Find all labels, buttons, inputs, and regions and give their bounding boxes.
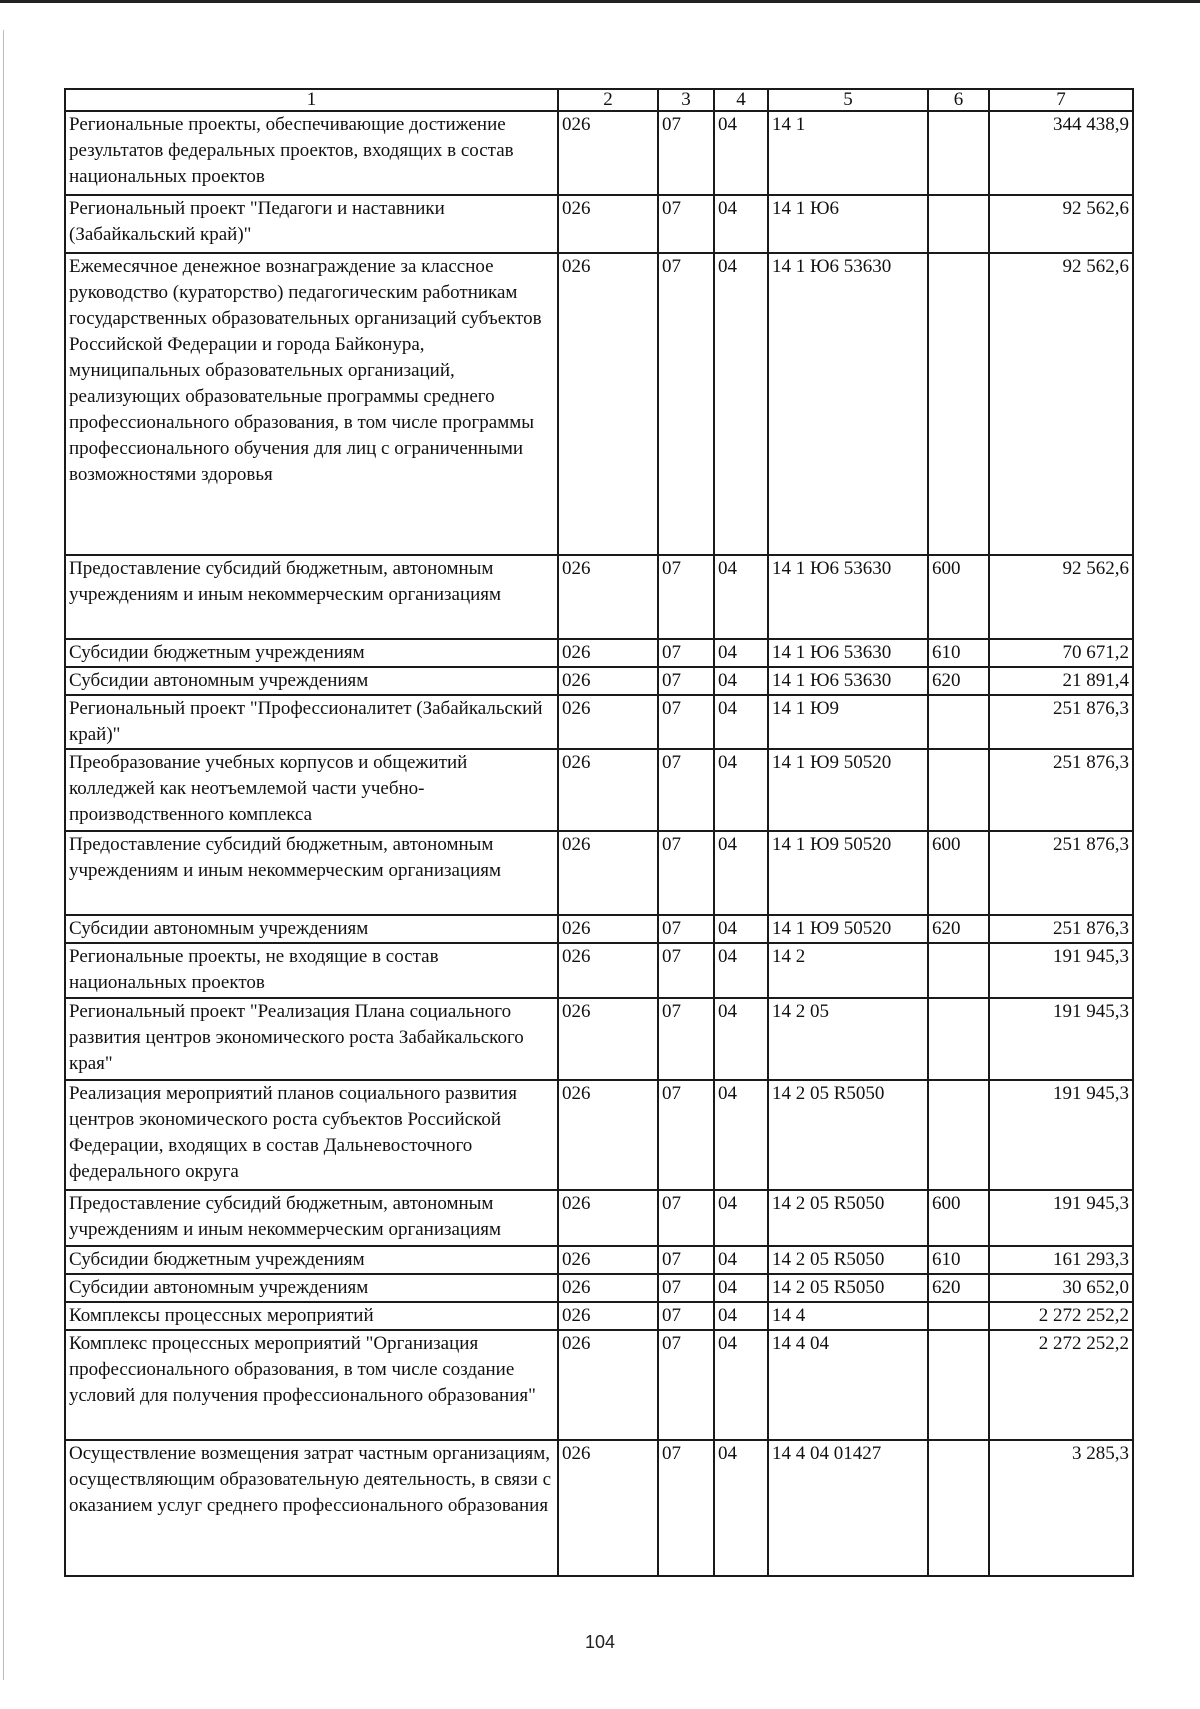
table-row <box>65 667 1133 695</box>
cell-vr <box>928 943 989 998</box>
cell-ved: 026 <box>558 1330 658 1440</box>
table-row <box>65 253 1133 555</box>
cell-vr <box>928 1080 989 1190</box>
cell-pr: 04 <box>714 639 768 667</box>
cell-csr: 14 1 Ю6 53630 <box>768 639 928 667</box>
cell-csr: 14 2 05 R5050 <box>768 1080 928 1190</box>
cell-name: Субсидии бюджетным учреждениям <box>65 639 558 667</box>
table-row <box>65 1190 1133 1246</box>
cell-pr: 04 <box>714 111 768 195</box>
table-row <box>65 695 1133 749</box>
cell-name: Ежемесячное денежное вознаграждение за классное руководство (кураторство) педагогическим работникам государственных образовательных организаций субъектов Российской Федерации и города Байконура, муниципальных образовательных организаций, реализующих образовательные программы среднего профессионального образования, в том числе программы профессионального обучения для лиц с ограниченными возможностями здоровья <box>65 253 558 555</box>
cell-ved: 026 <box>558 111 658 195</box>
cell-rz: 07 <box>658 998 714 1080</box>
cell-csr: 14 1 Ю9 50520 <box>768 831 928 915</box>
cell-sum: 191 945,3 <box>989 1190 1133 1246</box>
cell-vr: 610 <box>928 639 989 667</box>
cell-csr: 14 2 05 R5050 <box>768 1246 928 1274</box>
cell-name: Субсидии бюджетным учреждениям <box>65 1246 558 1274</box>
cell-ved: 026 <box>558 639 658 667</box>
cell-vr <box>928 111 989 195</box>
cell-vr <box>928 1302 989 1330</box>
cell-rz: 07 <box>658 1190 714 1246</box>
table-row <box>65 639 1133 667</box>
cell-vr: 600 <box>928 831 989 915</box>
cell-vr <box>928 253 989 555</box>
cell-pr: 04 <box>714 749 768 831</box>
cell-pr: 04 <box>714 695 768 749</box>
cell-rz: 07 <box>658 695 714 749</box>
cell-ved: 026 <box>558 1440 658 1576</box>
cell-pr: 04 <box>714 1080 768 1190</box>
table-row <box>65 1302 1133 1330</box>
table-row <box>65 831 1133 915</box>
cell-ved: 026 <box>558 831 658 915</box>
cell-sum: 21 891,4 <box>989 667 1133 695</box>
cell-ved: 026 <box>558 195 658 253</box>
table-row <box>65 998 1133 1080</box>
cell-ved: 026 <box>558 1302 658 1330</box>
cell-sum: 251 876,3 <box>989 915 1133 943</box>
cell-csr: 14 4 04 <box>768 1330 928 1440</box>
cell-sum: 2 272 252,2 <box>989 1330 1133 1440</box>
cell-name: Предоставление субсидий бюджетным, автономным учреждениям и иным некоммерческим организациям <box>65 555 558 639</box>
header-cell-7: 7 <box>989 89 1133 111</box>
table-row <box>65 1440 1133 1576</box>
cell-csr: 14 4 04 01427 <box>768 1440 928 1576</box>
cell-rz: 07 <box>658 639 714 667</box>
table-row <box>65 1330 1133 1440</box>
cell-ved: 026 <box>558 1274 658 1302</box>
cell-pr: 04 <box>714 1302 768 1330</box>
cell-vr: 620 <box>928 1274 989 1302</box>
cell-csr: 14 1 Ю6 53630 <box>768 555 928 639</box>
cell-sum: 30 652,0 <box>989 1274 1133 1302</box>
table-row <box>65 195 1133 253</box>
cell-sum: 191 945,3 <box>989 1080 1133 1190</box>
cell-csr: 14 1 <box>768 111 928 195</box>
cell-sum: 344 438,9 <box>989 111 1133 195</box>
cell-sum: 191 945,3 <box>989 998 1133 1080</box>
cell-csr: 14 4 <box>768 1302 928 1330</box>
cell-vr <box>928 998 989 1080</box>
cell-rz: 07 <box>658 1274 714 1302</box>
header-cell-1: 1 <box>65 89 558 111</box>
cell-pr: 04 <box>714 1440 768 1576</box>
cell-vr <box>928 195 989 253</box>
cell-pr: 04 <box>714 1330 768 1440</box>
cell-pr: 04 <box>714 1274 768 1302</box>
cell-vr <box>928 1330 989 1440</box>
cell-csr: 14 2 05 R5050 <box>768 1274 928 1302</box>
cell-name: Региональный проект "Реализация Плана социального развития центров экономического роста Забайкальского края" <box>65 998 558 1080</box>
cell-name: Осуществление возмещения затрат частным организациям, осуществляющим образовательную деятельность, в связи с оказанием услуг среднего профессионального образования <box>65 1440 558 1576</box>
cell-vr <box>928 1440 989 1576</box>
cell-name: Региональный проект "Педагоги и наставники (Забайкальский край)" <box>65 195 558 253</box>
cell-csr: 14 1 Ю9 50520 <box>768 915 928 943</box>
cell-name: Комплексы процессных мероприятий <box>65 1302 558 1330</box>
cell-csr: 14 1 Ю6 <box>768 195 928 253</box>
cell-vr: 620 <box>928 915 989 943</box>
cell-name: Субсидии автономным учреждениям <box>65 1274 558 1302</box>
cell-sum: 92 562,6 <box>989 555 1133 639</box>
cell-name: Реализация мероприятий планов социального развития центров экономического роста субъектов Российской Федерации, входящих в состав Дальневосточного федерального округа <box>65 1080 558 1190</box>
cell-pr: 04 <box>714 195 768 253</box>
table-row <box>65 555 1133 639</box>
table-header-row <box>65 89 1133 111</box>
header-cell-5: 5 <box>768 89 928 111</box>
cell-vr: 620 <box>928 667 989 695</box>
cell-rz: 07 <box>658 111 714 195</box>
cell-rz: 07 <box>658 915 714 943</box>
cell-ved: 026 <box>558 695 658 749</box>
cell-ved: 026 <box>558 943 658 998</box>
cell-pr: 04 <box>714 998 768 1080</box>
cell-sum: 161 293,3 <box>989 1246 1133 1274</box>
cell-sum: 251 876,3 <box>989 831 1133 915</box>
cell-name: Региональные проекты, обеспечивающие достижение результатов федеральных проектов, входящих в состав национальных проектов <box>65 111 558 195</box>
cell-ved: 026 <box>558 253 658 555</box>
cell-rz: 07 <box>658 1246 714 1274</box>
cell-pr: 04 <box>714 831 768 915</box>
cell-csr: 14 1 Ю6 53630 <box>768 253 928 555</box>
cell-ved: 026 <box>558 555 658 639</box>
cell-csr: 14 2 05 R5050 <box>768 1190 928 1246</box>
cell-ved: 026 <box>558 1190 658 1246</box>
cell-ved: 026 <box>558 1080 658 1190</box>
cell-pr: 04 <box>714 943 768 998</box>
cell-vr <box>928 695 989 749</box>
cell-sum: 3 285,3 <box>989 1440 1133 1576</box>
header-cell-3: 3 <box>658 89 714 111</box>
cell-rz: 07 <box>658 1080 714 1190</box>
scan-edge-left <box>3 30 4 1680</box>
table-row <box>65 749 1133 831</box>
cell-rz: 07 <box>658 831 714 915</box>
cell-name: Предоставление субсидий бюджетным, автономным учреждениям и иным некоммерческим организациям <box>65 831 558 915</box>
cell-csr: 14 2 <box>768 943 928 998</box>
cell-sum: 70 671,2 <box>989 639 1133 667</box>
cell-pr: 04 <box>714 915 768 943</box>
cell-vr <box>928 749 989 831</box>
table-row <box>65 1080 1133 1190</box>
cell-rz: 07 <box>658 943 714 998</box>
scan-edge-top <box>0 0 1200 3</box>
cell-vr: 610 <box>928 1246 989 1274</box>
cell-csr: 14 1 Ю6 53630 <box>768 667 928 695</box>
cell-sum: 92 562,6 <box>989 253 1133 555</box>
cell-name: Комплекс процессных мероприятий "Организация профессионального образования, в том числе создание условий для получения профессионального образования" <box>65 1330 558 1440</box>
cell-pr: 04 <box>714 1246 768 1274</box>
cell-name: Преобразование учебных корпусов и общежитий колледжей как неотъемлемой части учебно-производственного комплекса <box>65 749 558 831</box>
cell-rz: 07 <box>658 1330 714 1440</box>
cell-rz: 07 <box>658 195 714 253</box>
cell-sum: 191 945,3 <box>989 943 1133 998</box>
cell-vr: 600 <box>928 1190 989 1246</box>
cell-csr: 14 1 Ю9 <box>768 695 928 749</box>
header-cell-2: 2 <box>558 89 658 111</box>
cell-name: Субсидии автономным учреждениям <box>65 915 558 943</box>
cell-name: Региональные проекты, не входящие в состав национальных проектов <box>65 943 558 998</box>
cell-ved: 026 <box>558 998 658 1080</box>
table-row <box>65 1246 1133 1274</box>
cell-name: Предоставление субсидий бюджетным, автономным учреждениям и иным некоммерческим организациям <box>65 1190 558 1246</box>
cell-name: Субсидии автономным учреждениям <box>65 667 558 695</box>
cell-ved: 026 <box>558 749 658 831</box>
cell-pr: 04 <box>714 667 768 695</box>
table-row <box>65 943 1133 998</box>
table-row <box>65 915 1133 943</box>
budget-table <box>64 88 1134 1577</box>
table-row <box>65 1274 1133 1302</box>
table-row <box>65 111 1133 195</box>
cell-ved: 026 <box>558 915 658 943</box>
cell-vr: 600 <box>928 555 989 639</box>
cell-rz: 07 <box>658 555 714 639</box>
cell-rz: 07 <box>658 253 714 555</box>
cell-ved: 026 <box>558 667 658 695</box>
cell-sum: 251 876,3 <box>989 749 1133 831</box>
cell-sum: 251 876,3 <box>989 695 1133 749</box>
page-number: 104 <box>584 1632 616 1652</box>
cell-ved: 026 <box>558 1246 658 1274</box>
cell-csr: 14 2 05 <box>768 998 928 1080</box>
cell-rz: 07 <box>658 1440 714 1576</box>
header-cell-4: 4 <box>714 89 768 111</box>
header-cell-6: 6 <box>928 89 989 111</box>
cell-pr: 04 <box>714 555 768 639</box>
cell-name: Региональный проект "Профессионалитет (Забайкальский край)" <box>65 695 558 749</box>
cell-rz: 07 <box>658 749 714 831</box>
cell-rz: 07 <box>658 1302 714 1330</box>
cell-sum: 92 562,6 <box>989 195 1133 253</box>
cell-pr: 04 <box>714 253 768 555</box>
cell-sum: 2 272 252,2 <box>989 1302 1133 1330</box>
cell-csr: 14 1 Ю9 50520 <box>768 749 928 831</box>
cell-pr: 04 <box>714 1190 768 1246</box>
cell-rz: 07 <box>658 667 714 695</box>
